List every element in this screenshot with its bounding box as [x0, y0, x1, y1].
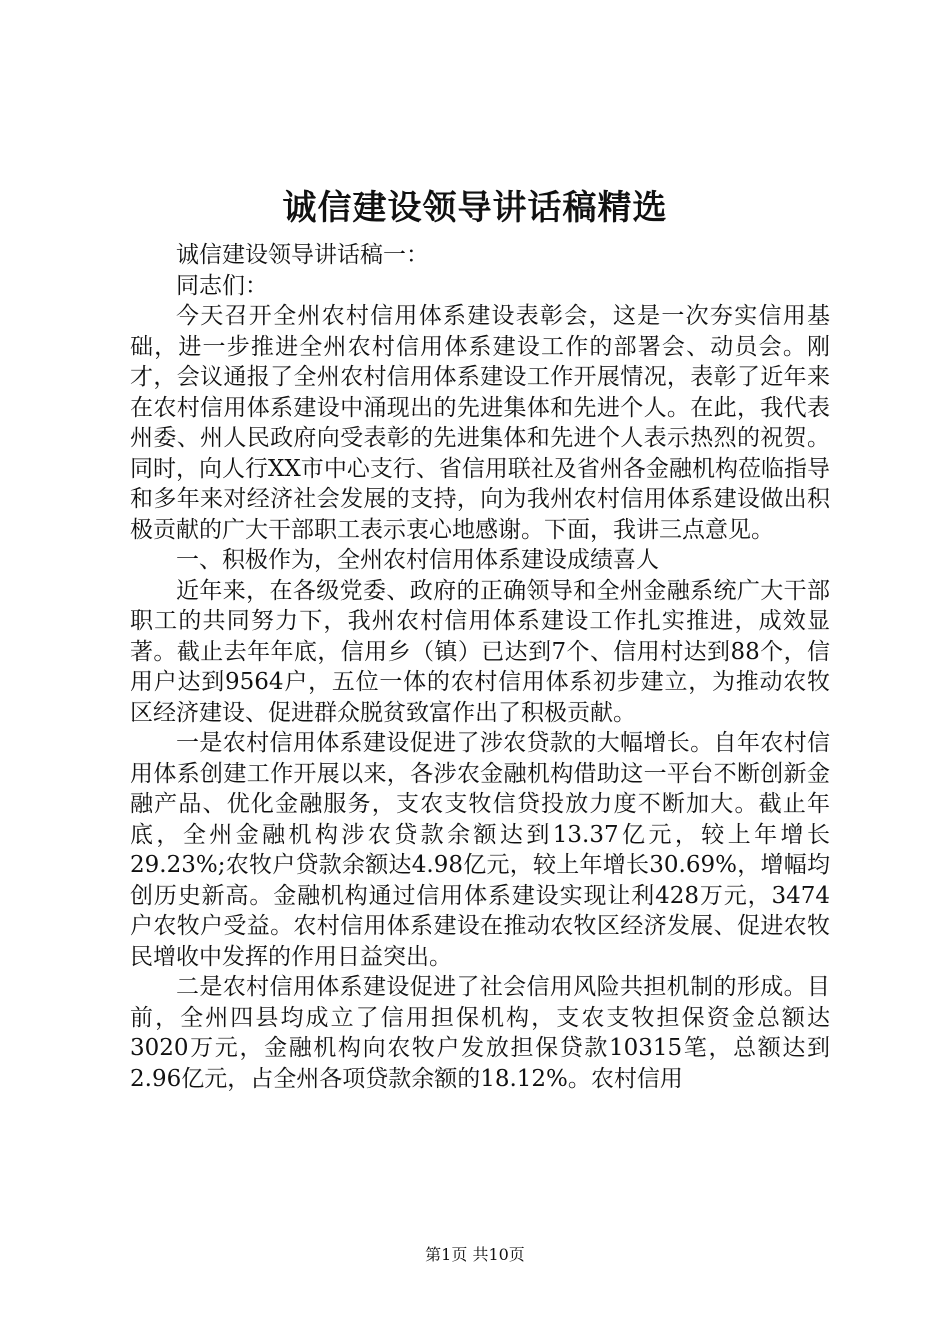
paragraph-point-2: 二是农村信用体系建设促进了社会信用风险共担机制的形成。目前，全州四县均成立了信用担保机构，支农支牧担保资金总额达3020万元，金融机构向农牧户发放担保贷款10315笔，总额达到2.96亿元，占全州各项贷款余额的18.12%。农村信用	[130, 974, 830, 1092]
paragraph-opening: 今天召开全州农村信用体系建设表彰会，这是一次夯实信用基础，进一步推进全州农村信用体系建设工作的部署会、动员会。刚才，会议通报了全州农村信用体系建设工作开展情况，表彰了近年来在农村信用体系建设中涌现出的先进集体和先进个人。在此，我代表州委、州人民政府向受表彰的先进集体和先进个人表示热烈的祝贺。同时，向人行XX市中心支行、省信用联社及省州各金融机构莅临指导和多年来对经济社会发展的支持，向为我州农村信用体系建设做出积极贡献的广大干部职工表示衷心地感谢。下面，我讲三点意见。	[130, 303, 830, 543]
document-body	[130, 240, 830, 1094]
section-heading-1: 一、积极作为，全州农村信用体系建设成绩喜人	[176, 547, 659, 573]
document-title: 诚信建设领导讲话稿精选	[282, 188, 668, 228]
paragraph-heading-intro: 诚信建设领导讲话稿一：	[176, 242, 429, 268]
paragraph-salutation: 同志们：	[176, 272, 268, 299]
page-footer: 第1页 共10页	[425, 1245, 525, 1264]
paragraph-point-1: 一是农村信用体系建设促进了涉农贷款的大幅增长。自年农村信用体系创建工作开展以来，各涉农金融机构借助这一平台不断创新金融产品、优化金融服务，支农支牧信贷投放力度不断加大。截止年底，全州金融机构涉农贷款余额达到13.37亿元，较上年增长29.23%;农牧户贷款余额达4.98亿元，较上年增长30.69%，增幅均创历史新高。金融机构通过信用体系建设实现让利428万元，3474户农牧户受益。农村信用体系建设在推动农牧区经济发展、促进农牧民增收中发挥的作用日益突出。	[130, 730, 830, 970]
paragraph-achievements: 近年来，在各级党委、政府的正确领导和全州金融系统广大干部职工的共同努力下，我州农村信用体系建设工作扎实推进，成效显著。截止去年年底，信用乡（镇）已达到7个、信用村达到88个，信用户达到9564户，五位一体的农村信用体系初步建立，为推动农牧区经济建设、促进群众脱贫致富作出了积极贡献。	[130, 577, 830, 726]
